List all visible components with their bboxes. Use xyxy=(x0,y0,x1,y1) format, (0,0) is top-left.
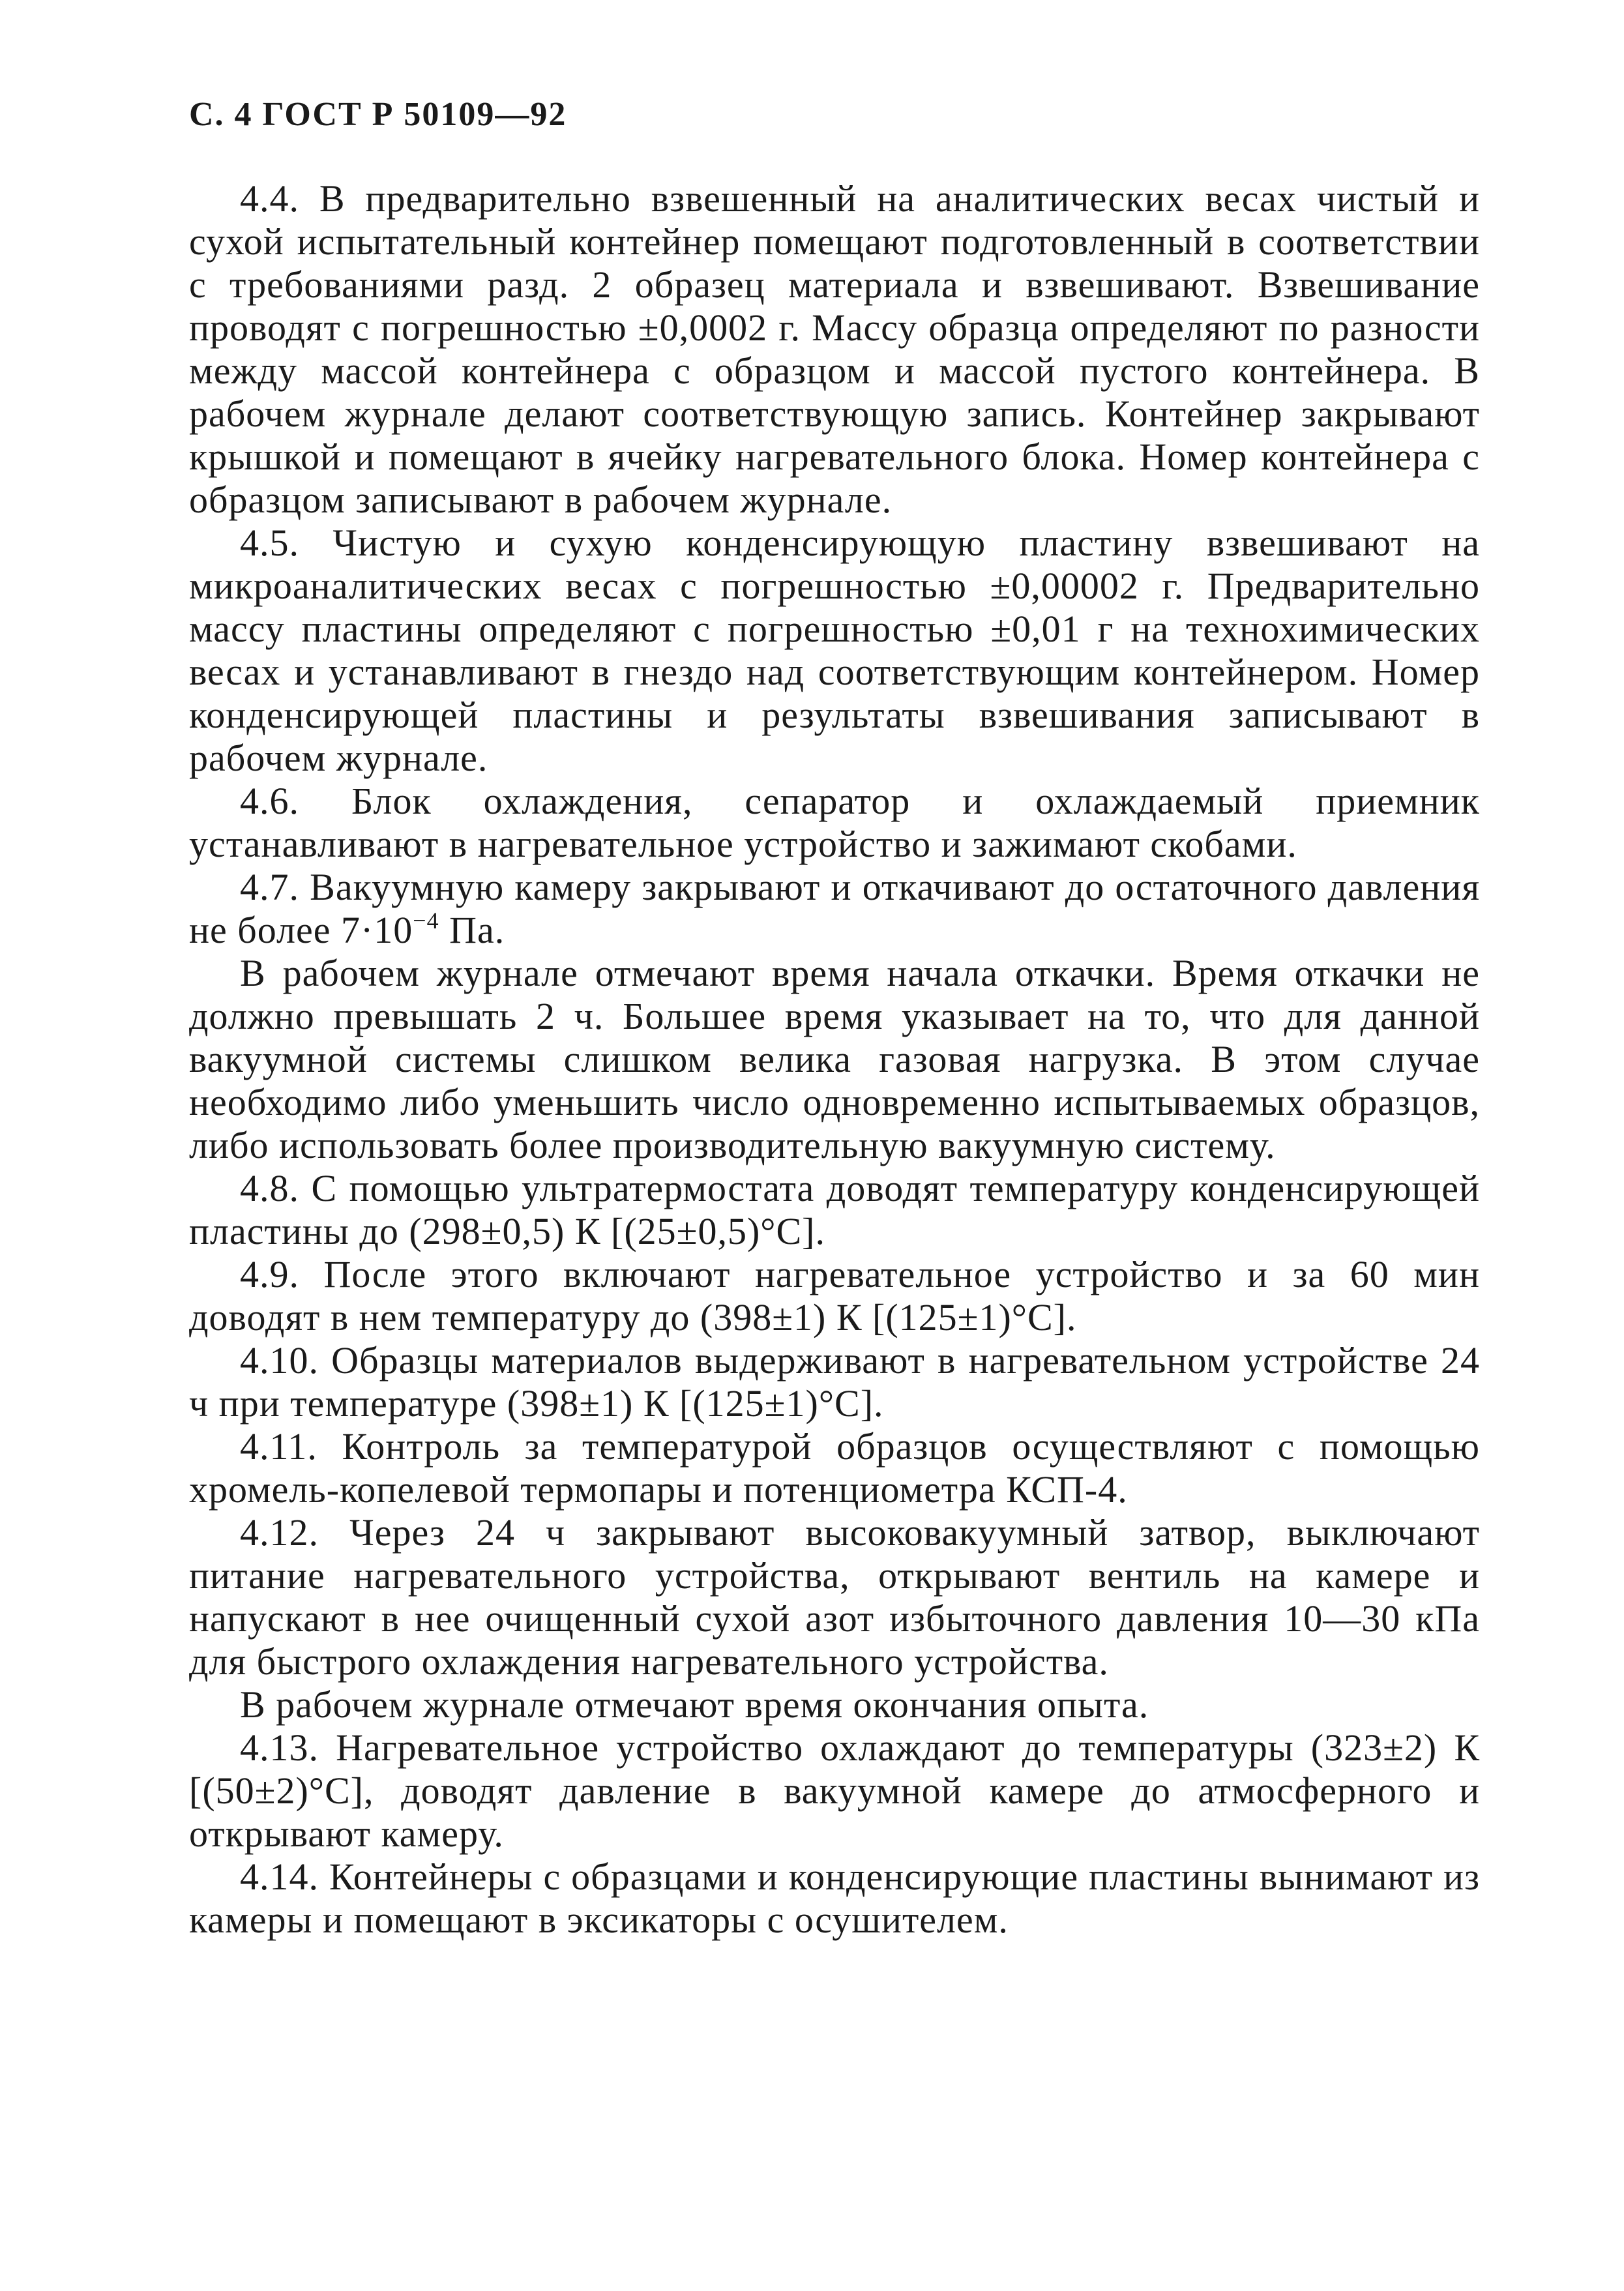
paragraph-4-12-note: В рабочем журнале отмечают время окончания опыта. xyxy=(240,1683,1149,1726)
paragraph-4-4: 4.4. В предварительно взвешенный на аналитических весах чистый и сухой испытательный контейнер помещают подготовленный в соответствии с требованиями разд. 2 образец материала и взвешивают. Взвешивание проводят с погрешностью ±0,0002 г. Массу образца определяют по разности между массой контейнера с образцом и массой пустого контейнера. В рабочем журнале делают соответствующую запись. Контейнер закрывают крышкой и помещают в ячейку нагревательного блока. Номер контейнера с образцом записывают в рабочем журнале. xyxy=(189,177,1480,521)
paragraph-4-7-text: 4.7. Вакуумную камеру закрывают и откачивают до остаточного давления не более 7·10 xyxy=(189,866,1480,951)
page-header: С. 4 ГОСТ Р 50109—92 xyxy=(189,96,567,133)
paragraph-4-10: 4.10. Образцы материалов выдерживают в нагревательном устройстве 24 ч при температуре (398±1) К [(125±1)°С]. xyxy=(189,1339,1480,1425)
paragraph-4-7-note: В рабочем журнале отмечают время начала откачки. Время откачки не должно превышать 2 ч. Большее время указывает на то, что для данной вакуумной системы слишком велика газовая нагрузка. В этом случае необходимо либо уменьшить число одновременно испытываемых образцов, либо использовать более производительную вакуумную систему. xyxy=(189,952,1480,1166)
paragraph-4-11: 4.11. Контроль за температурой образцов осуществляют с помощью хромель-копелевой термопары и потенциометра КСП-4. xyxy=(189,1425,1480,1511)
paragraph-4-6: 4.6. Блок охлаждения, сепаратор и охлаждаемый приемник устанавливают в нагревательное устройство и зажимают скобами. xyxy=(189,780,1480,865)
paragraph-4-13: 4.13. Нагревательное устройство охлаждают до температуры (323±2) К [(50±2)°С], доводят давление в вакуумной камере до атмосферного и открывают камеру. xyxy=(189,1726,1480,1855)
document-body xyxy=(189,177,1480,1942)
document-page xyxy=(189,98,1480,1942)
paragraph-4-12: 4.12. Через 24 ч закрывают высоковакуумный затвор, выключают питание нагревательного устройства, открывают вентиль на камере и напускают в нее очищенный сухой азот избыточного давления 10—30 кПа для быстрого охлаждения нагревательного устройства. xyxy=(189,1511,1480,1683)
paragraph-4-8: 4.8. С помощью ультратермостата доводят температуру конденсирующей пластины до (298±0,5) К [(25±0,5)°С]. xyxy=(189,1167,1480,1252)
paragraph-4-7-unit: Па. xyxy=(439,909,505,951)
pressure-exponent: −4 xyxy=(413,908,439,934)
paragraph-4-7 xyxy=(189,866,1480,952)
paragraph-4-9: 4.9. После этого включают нагревательное устройство и за 60 мин доводят в нем температуру до (398±1) К [(125±1)°С]. xyxy=(189,1253,1480,1338)
paragraph-4-5: 4.5. Чистую и сухую конденсирующую пластину взвешивают на микроаналитических весах с погрешностью ±0,00002 г. Предварительно массу пластины определяют с погрешностью ±0,01 г на технохимических весах и устанавливают в гнездо над соответствующим контейнером. Номер конденсирующей пластины и результаты взвешивания записывают в рабочем журнале. xyxy=(189,522,1480,779)
paragraph-4-14: 4.14. Контейнеры с образцами и конденсирующие пластины вынимают из камеры и помещают в эксикаторы с осушителем. xyxy=(189,1855,1480,1941)
